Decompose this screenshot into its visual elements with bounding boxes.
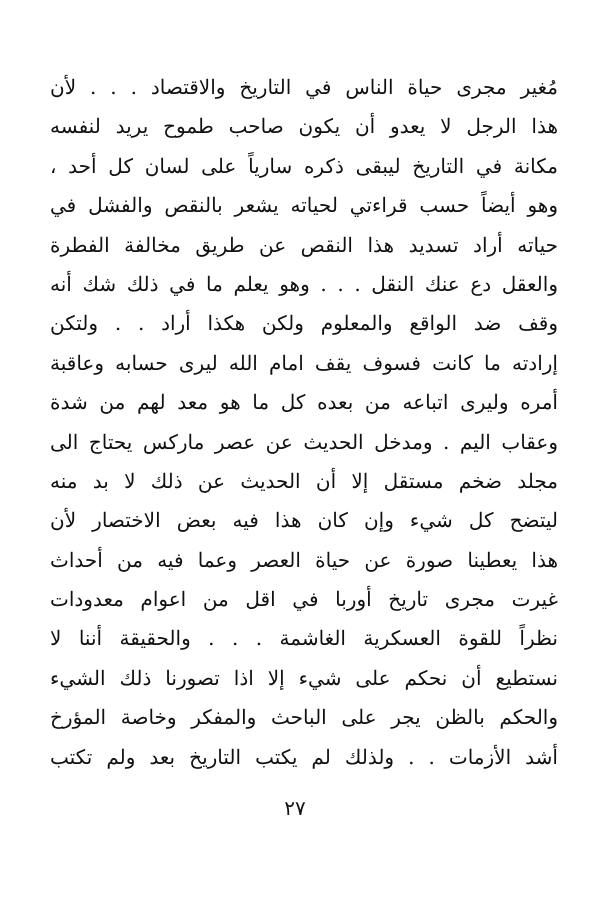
text-line: غيرت مجرى تاريخ أوربا في اقل من اعوام معدودات bbox=[50, 587, 558, 612]
text-line: مكانة في التاريخ ليبقى ذكره سارياً على لسان كل أحد ، bbox=[50, 153, 558, 178]
text-line: نستطيع أن نحكم على شيء إلا اذا تصورنا ذلك الشيء bbox=[50, 665, 558, 690]
text-line: وعقاب اليم . ومدخل الحديث عن عصر ماركس يحتاج الى bbox=[50, 429, 558, 454]
text-line: نظراً للقوة العسكرية الغاشمة . . . والحقيقة أننا لا bbox=[50, 626, 558, 651]
text-line: والحكم بالظن يجر على الباحث والمفكر وخاصة المؤرخ bbox=[50, 705, 558, 730]
text-line: مجلد ضخم مستقل إلا أن الحديث عن ذلك لا بد منه bbox=[50, 468, 558, 493]
text-line: أمره وليرى اتباعه من بعده كل ما هو معد لهم من شدة bbox=[50, 390, 558, 415]
text-line: مُغير مجرى حياة الناس في التاريخ والاقتصاد . . . لأن bbox=[50, 75, 558, 99]
body-text bbox=[50, 68, 558, 777]
text-line: وهو أيضاً حسب قراءتي لحياته يشعر بالنقص والفشل في bbox=[50, 193, 558, 218]
text-line: إرادته ما كانت فسوف يقف امام الله ليرى حسابه وعاقبة bbox=[50, 350, 558, 375]
text-line: حياته أراد تسديد هذا النقص عن طريق مخالفة الفطرة bbox=[50, 232, 558, 257]
text-line: هذا الرجل لا يعدو أن يكون صاحب طموح يريد لنفسه bbox=[50, 114, 558, 139]
text-line: ليتضح كل شيء وإن كان هذا فيه بعض الاختصار لأن bbox=[50, 508, 558, 533]
text-line: وقف ضد الواقع والمعلوم ولكن هكذا أراد . . ولتكن bbox=[50, 311, 558, 336]
text-line: والعقل دع عنك النقل . . . وهو يعلم ما في ذلك شك أنه bbox=[50, 271, 558, 296]
page-number: ٢٧ bbox=[284, 796, 306, 820]
text-line: أشد الأزمات . . ولذلك لم يكتب التاريخ بعد ولم تكتب bbox=[50, 744, 558, 769]
text-line: هذا يعطينا صورة عن حياة العصر وعما فيه من أحداث bbox=[50, 547, 558, 572]
